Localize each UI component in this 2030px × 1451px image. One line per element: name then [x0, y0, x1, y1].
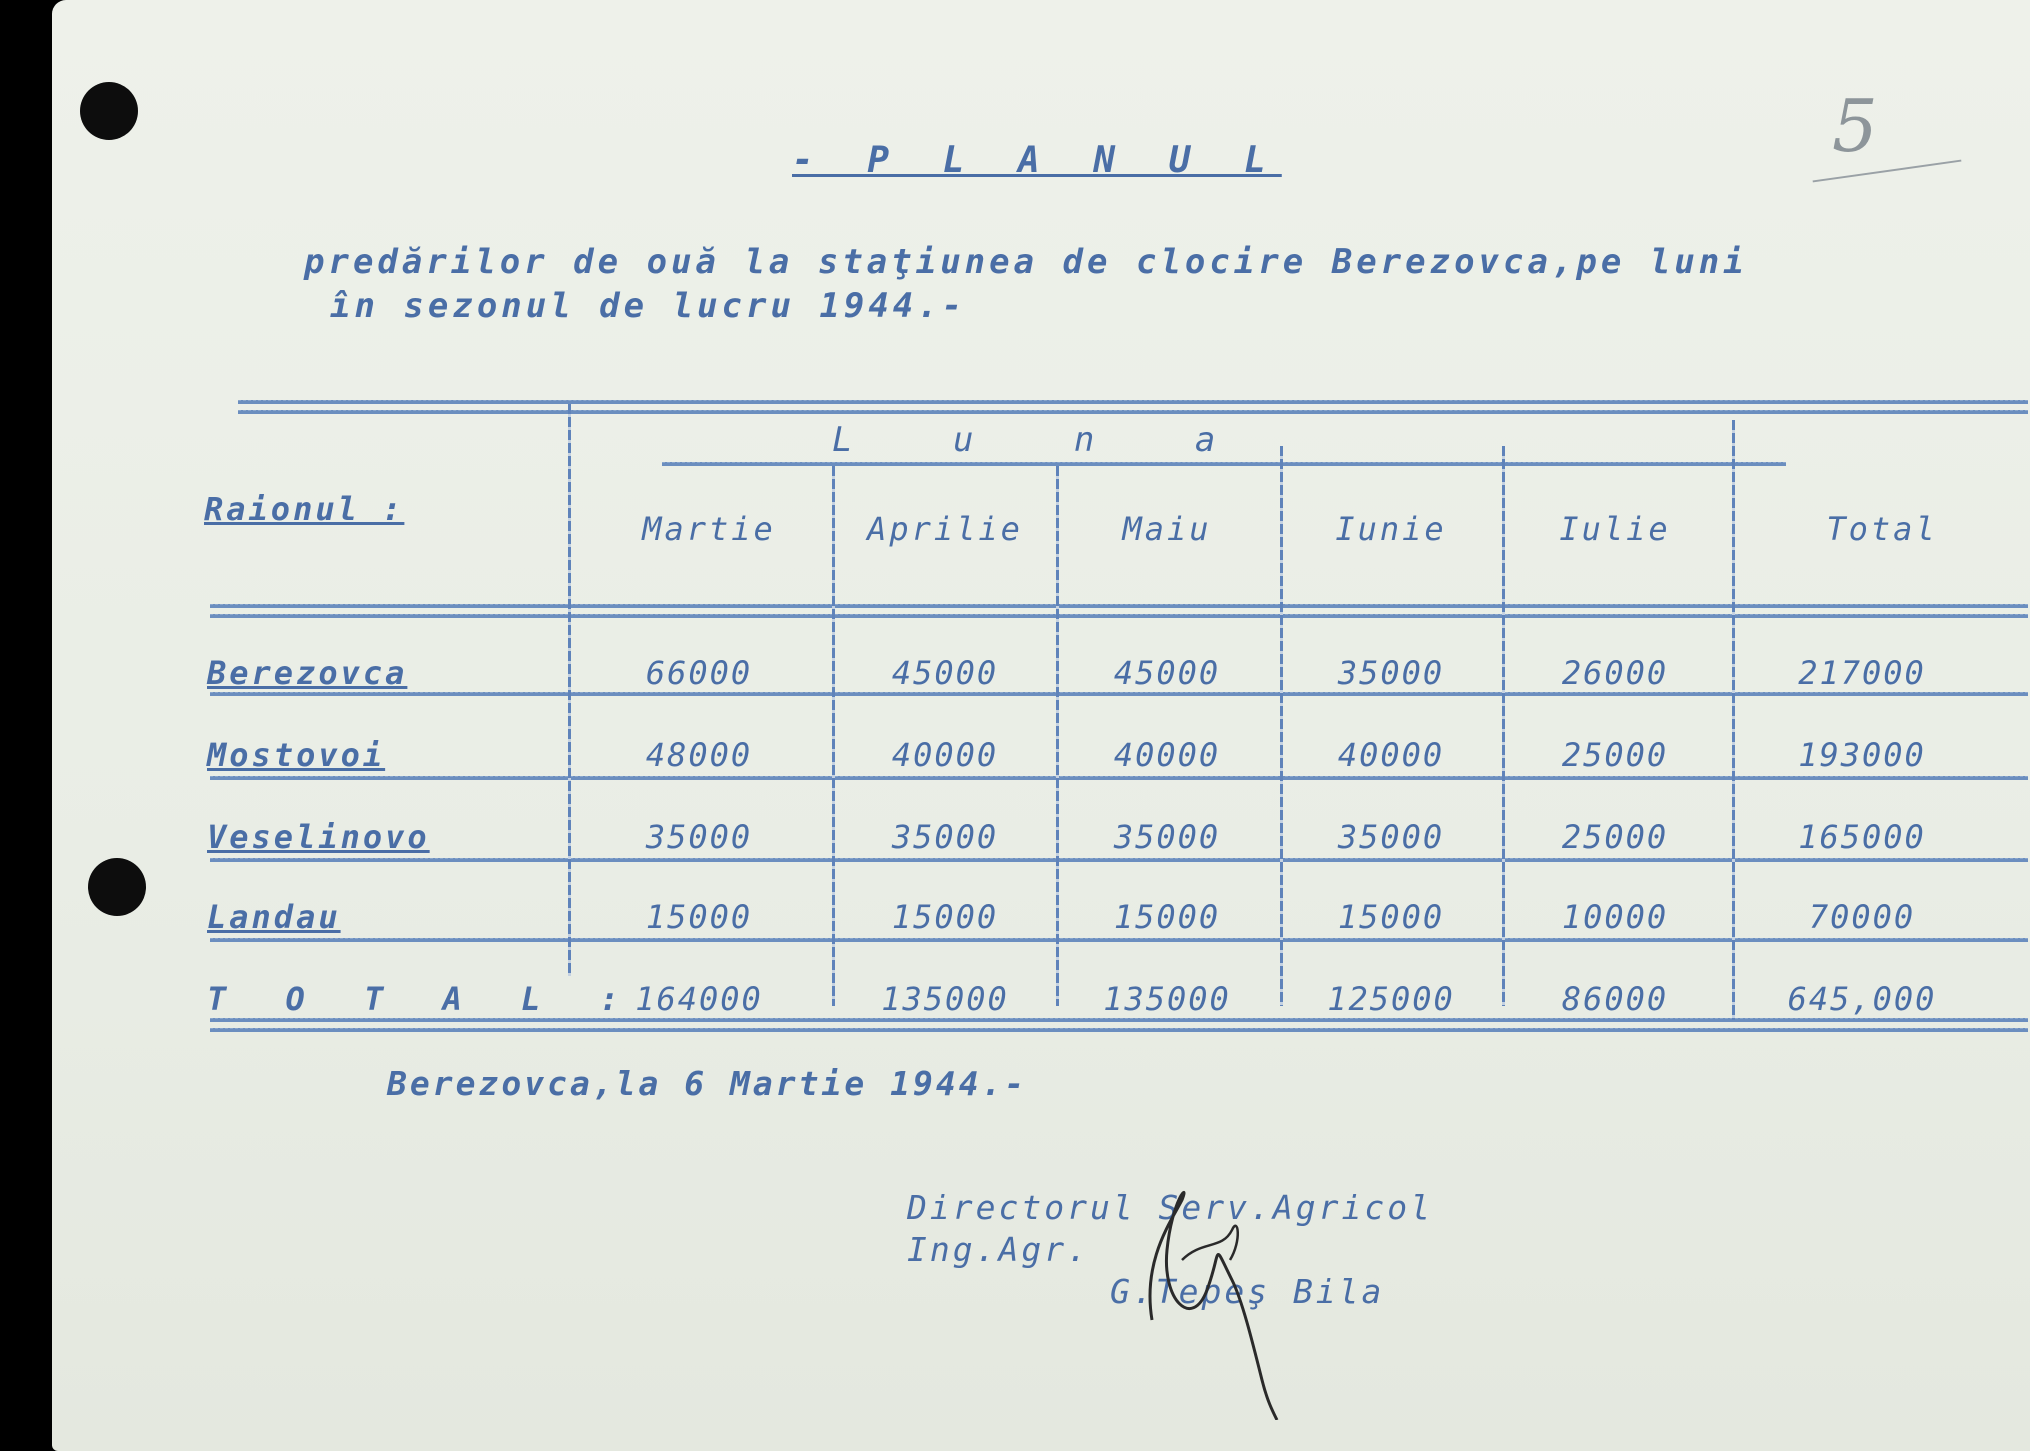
col-header-iulie: Iulie [1559, 510, 1671, 548]
row-rule-2 [210, 776, 2028, 780]
total-cell: 135000 [881, 980, 1009, 1018]
table-bottom-rule [210, 1018, 2028, 1022]
page-number: 5 [1832, 84, 1878, 168]
row-label-veselinovo: Veselinovo [207, 818, 430, 856]
subtitle-line-2: în sezonul de lucru 1944.- [330, 286, 967, 326]
header-bottom-rule-2 [210, 614, 2028, 618]
table-cell: 35000 [1337, 654, 1445, 692]
table-cell: 70000 [1808, 898, 1916, 936]
table-cell: 35000 [891, 818, 999, 856]
table-cell: 45000 [891, 654, 999, 692]
table-cell: 15000 [645, 898, 753, 936]
row-label-total: T O T A L : [207, 980, 639, 1018]
punch-hole-bottom [88, 858, 146, 916]
header-bottom-rule [210, 604, 2028, 608]
table-cell: 165000 [1798, 818, 1926, 856]
total-cell: 645,000 [1787, 980, 1937, 1018]
row-rule-4 [210, 938, 2028, 942]
document-page [52, 0, 2030, 1451]
table-cell: 10000 [1561, 898, 1669, 936]
total-cell: 164000 [635, 980, 763, 1018]
col-header-iunie: Iunie [1335, 510, 1447, 548]
signatory-prefix: Ing.Agr. [907, 1230, 1090, 1269]
row-label-berezovca: Berezovca [207, 654, 408, 692]
header-group-luna: L u n a [832, 420, 1256, 460]
row-label-landau: Landau [207, 898, 341, 936]
table-cell: 25000 [1561, 736, 1669, 774]
table-cell: 35000 [645, 818, 753, 856]
subtitle-line-1: predărilor de ouă la staţiunea de clocire Berezovca,pe luni [304, 242, 1748, 282]
luna-rule [662, 462, 1786, 466]
table-cell: 35000 [1113, 818, 1221, 856]
row-header: Raionul : [204, 490, 405, 528]
row-rule-1 [210, 692, 2028, 696]
col-header-aprilie: Aprilie [867, 510, 1023, 548]
punch-hole-top [80, 82, 138, 140]
document-title: - P L A N U L [792, 140, 1282, 181]
table-bottom-rule-2 [210, 1028, 2028, 1032]
row-label-mostovoi: Mostovoi [207, 736, 386, 774]
signatory-title: Directorul Serv.Agricol [907, 1188, 1433, 1227]
total-cell: 86000 [1561, 980, 1669, 1018]
table-cell: 193000 [1798, 736, 1926, 774]
handwritten-signature [1112, 1140, 1312, 1420]
col-divider-5 [1502, 446, 1505, 1006]
table-cell: 40000 [1113, 736, 1221, 774]
total-cell: 135000 [1103, 980, 1231, 1018]
table-cell: 15000 [891, 898, 999, 936]
table-cell: 40000 [891, 736, 999, 774]
table-cell: 217000 [1798, 654, 1926, 692]
date-line: Berezovca,la 6 Martie 1944.- [387, 1064, 1028, 1103]
row-rule-3 [210, 858, 2028, 862]
total-cell: 125000 [1327, 980, 1455, 1018]
table-cell: 35000 [1337, 818, 1445, 856]
table-cell: 15000 [1337, 898, 1445, 936]
col-header-total: Total [1826, 510, 1938, 548]
table-top-rule [238, 400, 2028, 404]
signatory-name: G.Tepeş Bila [1110, 1272, 1385, 1311]
table-cell: 66000 [645, 654, 753, 692]
col-divider-3 [1056, 466, 1059, 1006]
table-cell: 25000 [1561, 818, 1669, 856]
table-top-rule-2 [238, 410, 2028, 414]
table-cell: 26000 [1561, 654, 1669, 692]
table-cell: 48000 [645, 736, 753, 774]
table-cell: 40000 [1337, 736, 1445, 774]
col-divider-4 [1280, 446, 1283, 1006]
col-divider-1 [568, 404, 571, 976]
col-header-maiu: Maiu [1122, 510, 1212, 548]
col-divider-2 [832, 466, 835, 1006]
col-header-martie: Martie [642, 510, 776, 548]
table-cell: 15000 [1113, 898, 1221, 936]
table-cell: 45000 [1113, 654, 1221, 692]
col-divider-6 [1732, 420, 1735, 1020]
